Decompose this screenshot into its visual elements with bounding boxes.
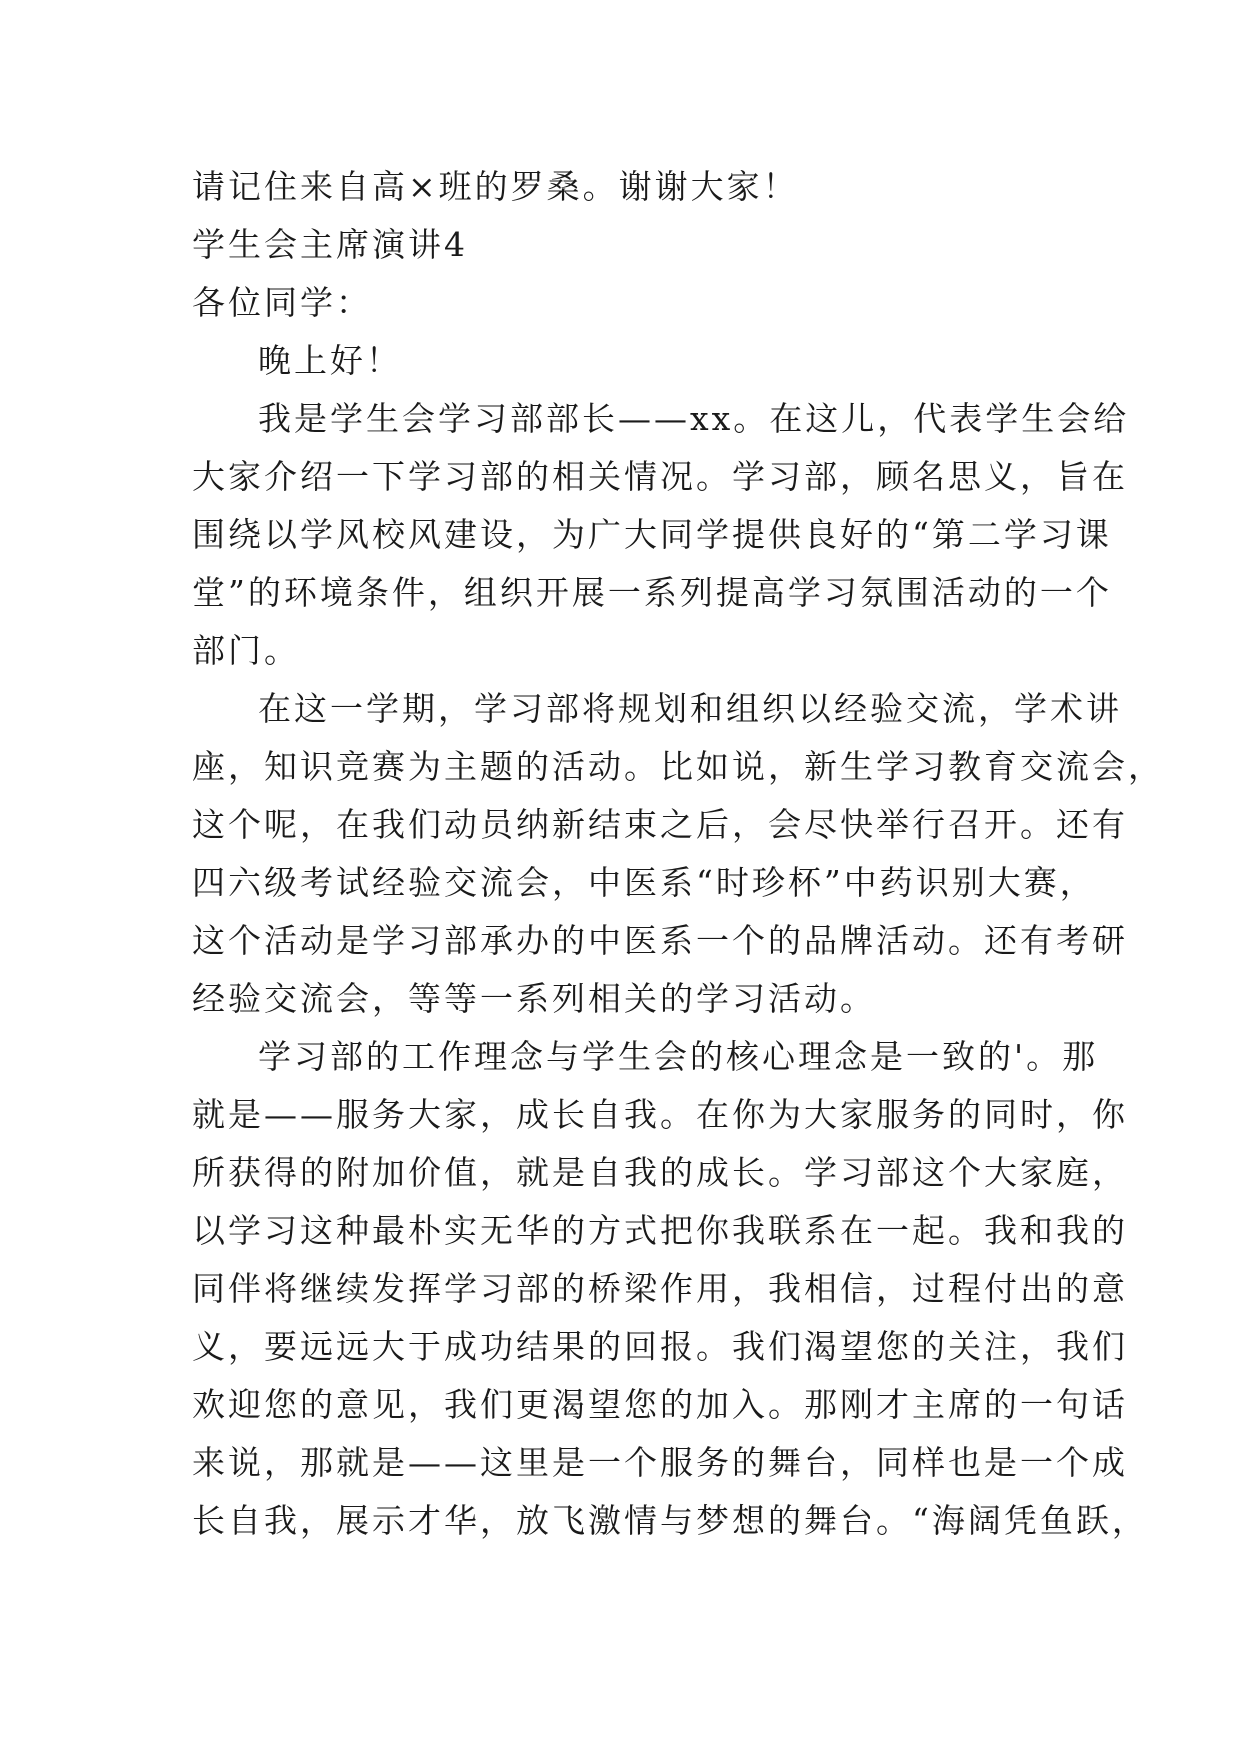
greeting: 晚上好！ (258, 341, 402, 380)
text-line: 经验交流会，等等一系列相关的学习活动。 (192, 979, 876, 1018)
text-line: 欢迎您的意见，我们更渴望您的加入。那刚才主席的一句话 (192, 1385, 1128, 1424)
text-line: 义，要远远大于成功结果的回报。我们渴望您的关注，我们 (192, 1327, 1128, 1366)
text-line: 学习部的工作理念与学生会的核心理念是一致的'。那 (258, 1037, 1099, 1076)
text-line: 长自我，展示才华，放飞激情与梦想的舞台。“海阔凭鱼跃， (192, 1501, 1148, 1540)
text-line: 同伴将继续发挥学习部的桥梁作用，我相信，过程付出的意 (192, 1269, 1128, 1308)
document-body (192, 158, 1164, 1550)
text-line: 在这一学期，学习部将规划和组织以经验交流，学术讲 (258, 689, 1122, 728)
text-line: 部门。 (192, 631, 300, 670)
text-line: 我是学生会学习部部长——xx。在这儿，代表学生会给 (258, 399, 1130, 438)
text-line: 就是——服务大家，成长自我。在你为大家服务的同时，你 (192, 1095, 1128, 1134)
text-line: 所获得的附加价值，就是自我的成长。学习部这个大家庭， (192, 1153, 1128, 1192)
text-line: 来说，那就是——这里是一个服务的舞台，同样也是一个成 (192, 1443, 1128, 1482)
text-line: 围绕以学风校风建设，为广大同学提供良好的“第二学习课 (192, 515, 1112, 554)
text-line: 这个呢，在我们动员纳新结束之后，会尽快举行召开。还有 (192, 805, 1128, 844)
text-line: 堂”的环境条件，组织开展一系列提高学习氛围活动的一个 (192, 573, 1112, 612)
text-line: 大家介绍一下学习部的相关情况。学习部，顾名思义，旨在 (192, 457, 1128, 496)
text-line: 四六级考试经验交流会，中医系“时珍杯”中药识别大赛， (192, 863, 1096, 902)
section-title: 学生会主席演讲4 (192, 225, 468, 264)
text-line: 座，知识竞赛为主题的活动。比如说，新生学习教育交流会， (192, 747, 1164, 786)
text-line: 这个活动是学习部承办的中医系一个的品牌活动。还有考研 (192, 921, 1128, 960)
salutation: 各位同学： (192, 283, 372, 322)
text-line: 以学习这种最朴实无华的方式把你我联系在一起。我和我的 (192, 1211, 1128, 1250)
text-line: 请记住来自高×班的罗桑。谢谢大家！ (192, 167, 799, 206)
